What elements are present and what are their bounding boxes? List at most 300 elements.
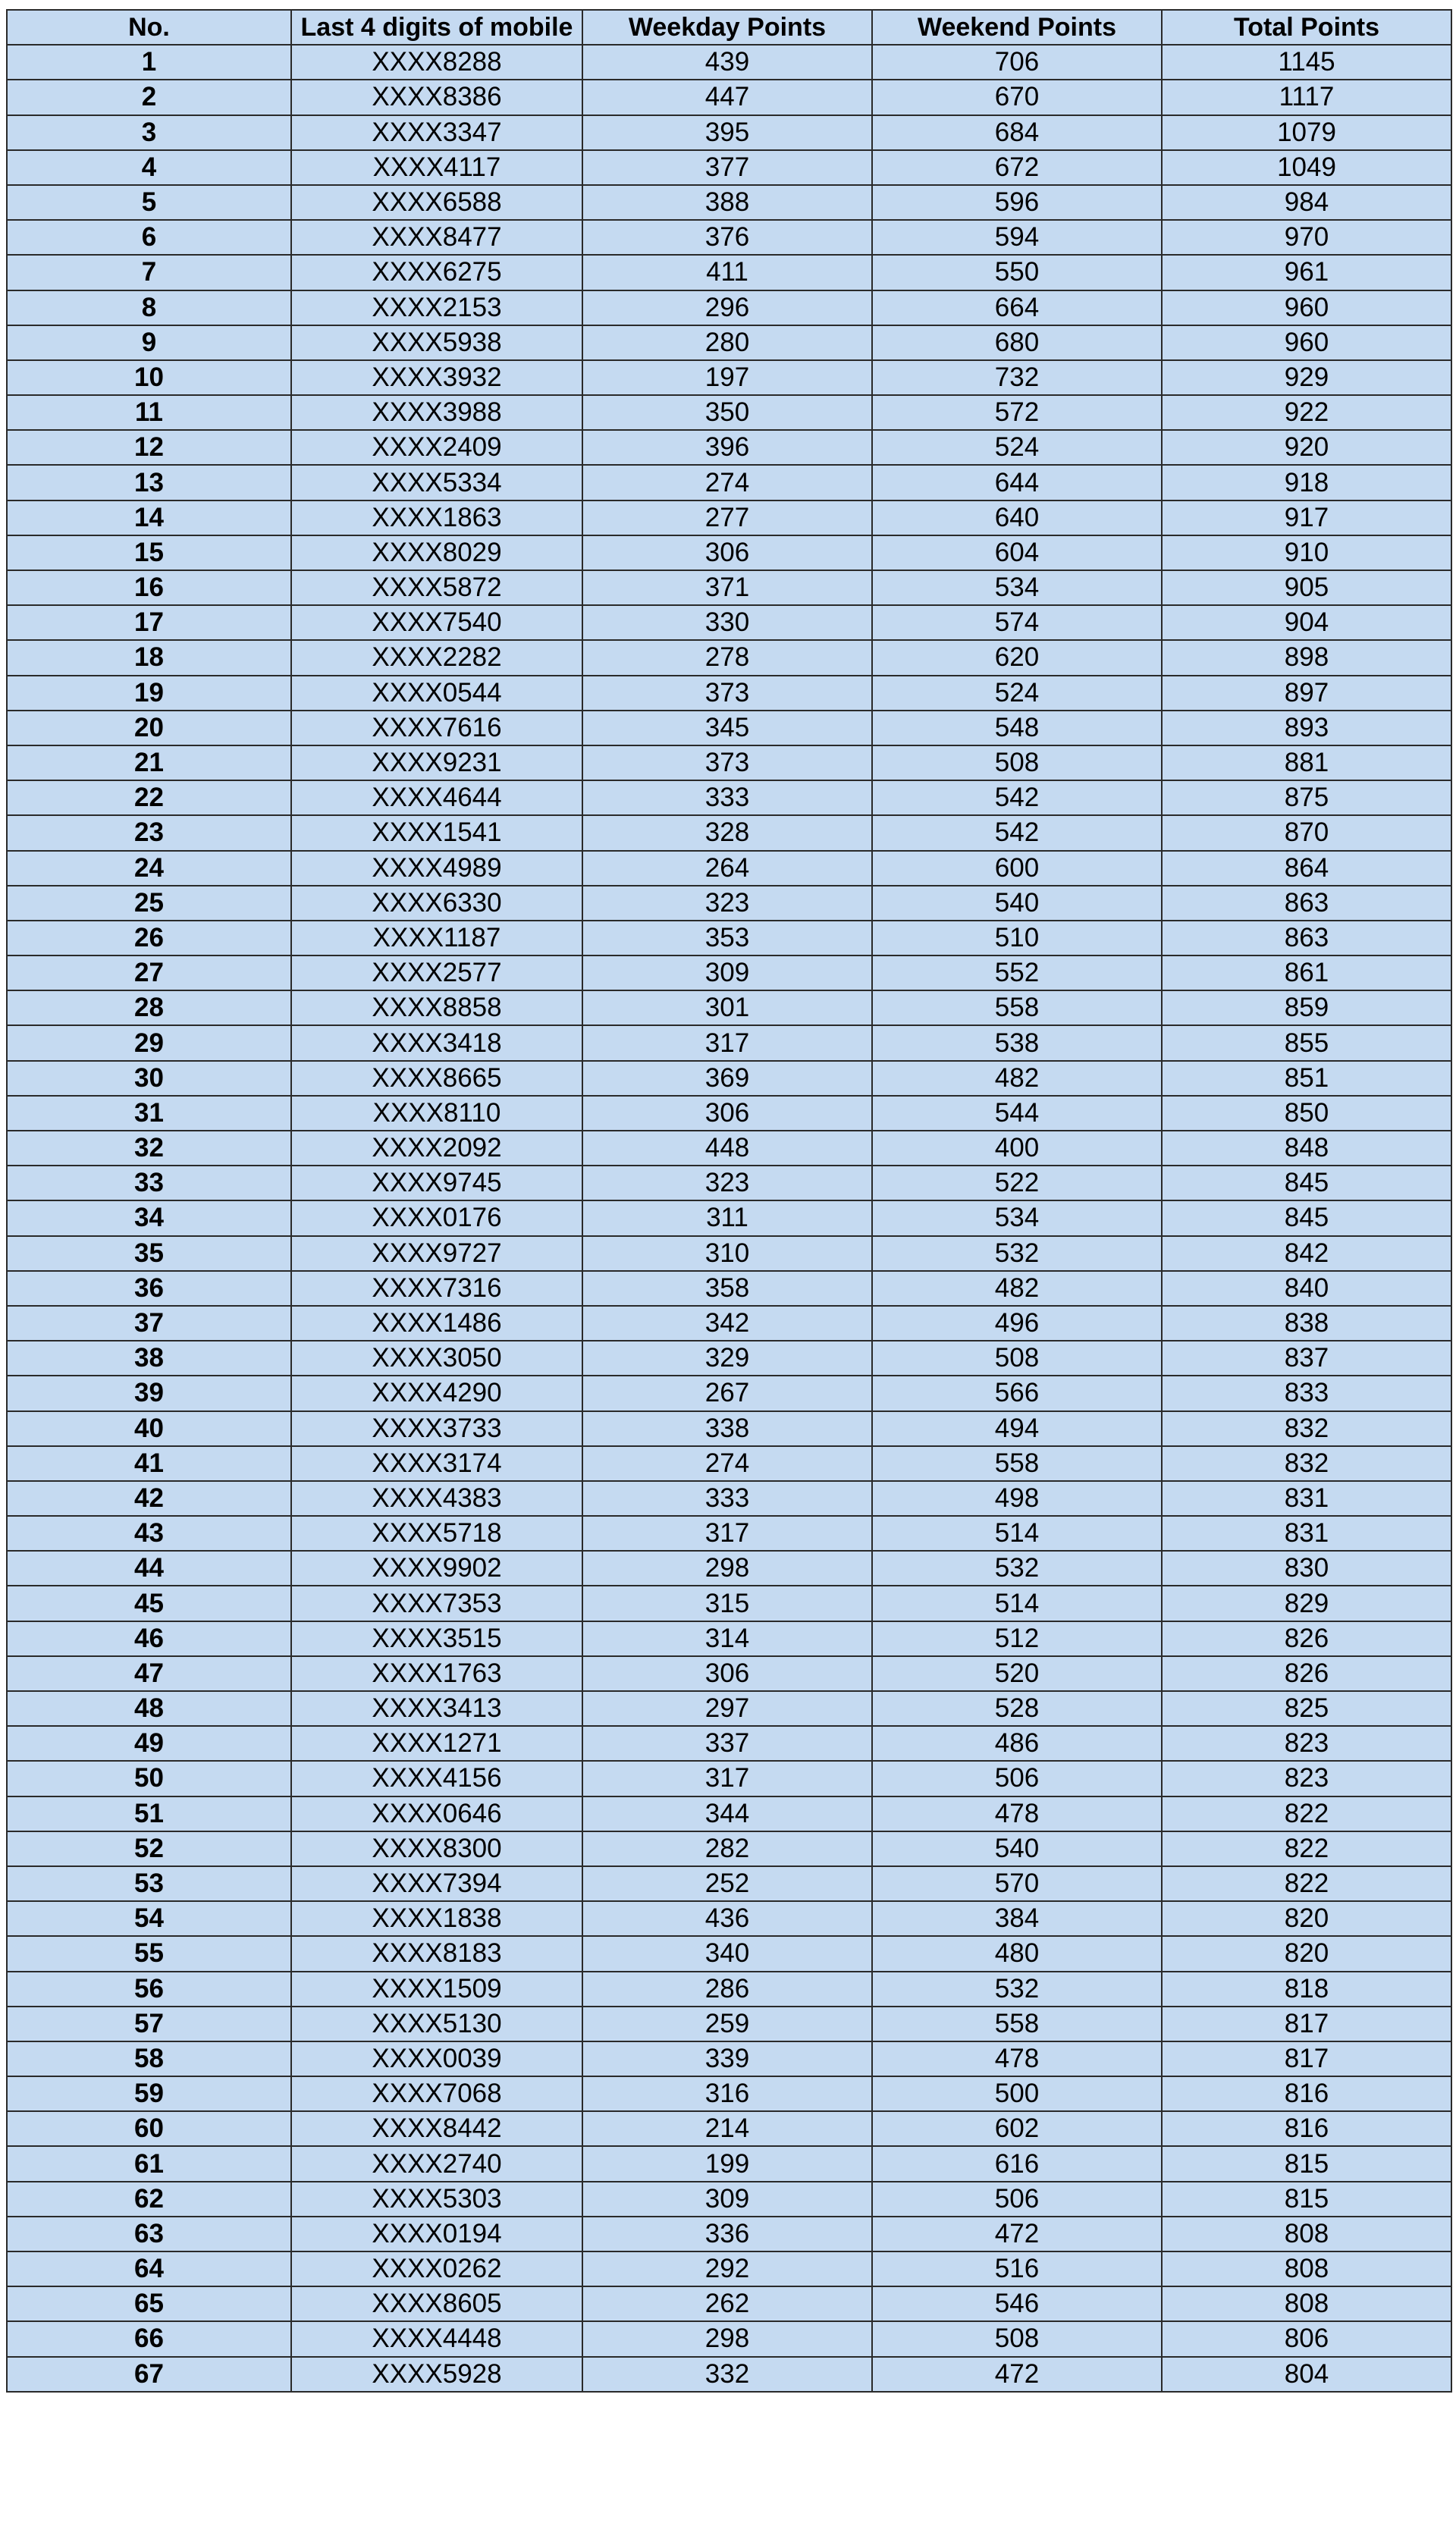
total-points-cell: 815 [1162,2182,1451,2217]
weekend-points-cell: 542 [872,815,1162,850]
table-row [7,745,1451,780]
mobile-digits-cell: XXXX4156 [291,1761,582,1796]
table-row [7,1306,1451,1341]
weekend-points-cell: 482 [872,1061,1162,1096]
weekend-points-cell: 532 [872,1972,1162,2007]
table-row [7,1096,1451,1131]
row-number-cell: 1 [7,45,291,80]
mobile-digits-cell: XXXX9231 [291,745,582,780]
table-row [7,2286,1451,2321]
weekday-points-cell: 311 [582,1200,872,1235]
row-number-cell: 21 [7,745,291,780]
table-row [7,1411,1451,1446]
weekday-points-cell: 306 [582,1656,872,1691]
total-points-cell: 822 [1162,1831,1451,1866]
table-row [7,465,1451,500]
total-points-cell: 808 [1162,2217,1451,2251]
total-points-cell: 823 [1162,1726,1451,1761]
mobile-digits-cell: XXXX2409 [291,430,582,465]
weekend-points-cell: 514 [872,1516,1162,1551]
table-row [7,115,1451,150]
row-number-cell: 65 [7,2286,291,2321]
row-number-cell: 25 [7,886,291,921]
row-number-cell: 24 [7,851,291,886]
weekday-points-cell: 306 [582,1096,872,1131]
table-row [7,1796,1451,1831]
table-row [7,2182,1451,2217]
table-row [7,1376,1451,1410]
total-points-cell: 905 [1162,570,1451,605]
mobile-digits-cell: XXXX5872 [291,570,582,605]
mobile-digits-cell: XXXX4989 [291,851,582,886]
weekday-points-cell: 332 [582,2357,872,2392]
table-row [7,2321,1451,2356]
table-row [7,2007,1451,2041]
weekend-points-cell: 520 [872,1656,1162,1691]
total-points-cell: 817 [1162,2041,1451,2076]
row-number-cell: 46 [7,1621,291,1656]
table-row [7,815,1451,850]
weekend-points-cell: 550 [872,255,1162,290]
table-row [7,1586,1451,1621]
mobile-digits-cell: XXXX8858 [291,990,582,1025]
total-points-cell: 833 [1162,1376,1451,1410]
weekday-points-cell: 309 [582,2182,872,2217]
total-points-cell: 1079 [1162,115,1451,150]
table-row [7,921,1451,955]
weekend-points-cell: 534 [872,1200,1162,1235]
mobile-digits-cell: XXXX2092 [291,1131,582,1166]
weekend-points-cell: 620 [872,640,1162,675]
weekend-points-cell: 544 [872,1096,1162,1131]
total-points-cell: 920 [1162,430,1451,465]
table-row [7,185,1451,220]
mobile-digits-cell: XXXX1541 [291,815,582,850]
weekday-points-cell: 373 [582,676,872,711]
total-points-cell: 863 [1162,886,1451,921]
mobile-digits-cell: XXXX8183 [291,1936,582,1971]
mobile-digits-cell: XXXX0262 [291,2251,582,2286]
weekday-points-cell: 314 [582,1621,872,1656]
mobile-digits-cell: XXXX5334 [291,465,582,500]
row-number-cell: 67 [7,2357,291,2392]
table-row [7,1341,1451,1376]
weekend-points-cell: 616 [872,2146,1162,2181]
table-row [7,2251,1451,2286]
mobile-digits-cell: XXXX0039 [291,2041,582,2076]
weekend-points-cell: 514 [872,1586,1162,1621]
total-points-cell: 817 [1162,2007,1451,2041]
weekend-points-cell: 508 [872,2321,1162,2356]
weekday-points-cell: 317 [582,1761,872,1796]
table-row [7,851,1451,886]
table-row [7,1271,1451,1306]
row-number-cell: 4 [7,150,291,185]
row-number-cell: 23 [7,815,291,850]
total-points-cell: 929 [1162,360,1451,395]
weekday-points-cell: 436 [582,1901,872,1936]
table-row [7,1061,1451,1096]
table-row [7,1831,1451,1866]
mobile-digits-cell: XXXX9902 [291,1551,582,1586]
table-row [7,1726,1451,1761]
row-number-cell: 58 [7,2041,291,2076]
mobile-digits-cell: XXXX8288 [291,45,582,80]
total-points-cell: 960 [1162,290,1451,325]
weekend-points-cell: 532 [872,1551,1162,1586]
weekend-points-cell: 478 [872,2041,1162,2076]
weekend-points-cell: 472 [872,2217,1162,2251]
total-points-cell: 816 [1162,2111,1451,2146]
weekday-points-cell: 369 [582,1061,872,1096]
row-number-cell: 59 [7,2076,291,2111]
mobile-digits-cell: XXXX8300 [291,1831,582,1866]
mobile-digits-cell: XXXX2153 [291,290,582,325]
mobile-digits-cell: XXXX3932 [291,360,582,395]
mobile-digits-cell: XXXX3347 [291,115,582,150]
row-number-cell: 29 [7,1025,291,1060]
total-points-cell: 850 [1162,1096,1451,1131]
mobile-digits-cell: XXXX2577 [291,955,582,990]
weekday-points-cell: 371 [582,570,872,605]
total-points-cell: 970 [1162,220,1451,255]
table-row [7,1516,1451,1551]
total-points-cell: 822 [1162,1866,1451,1901]
row-number-cell: 40 [7,1411,291,1446]
row-number-cell: 7 [7,255,291,290]
total-points-cell: 881 [1162,745,1451,780]
row-number-cell: 31 [7,1096,291,1131]
total-points-cell: 870 [1162,815,1451,850]
row-number-cell: 55 [7,1936,291,1971]
total-points-cell: 848 [1162,1131,1451,1166]
mobile-digits-cell: XXXX3988 [291,395,582,430]
weekday-points-cell: 323 [582,886,872,921]
table-row [7,2111,1451,2146]
points-table [6,9,1452,2393]
mobile-digits-cell: XXXX3174 [291,1446,582,1481]
total-points-cell: 917 [1162,500,1451,535]
total-points-cell: 961 [1162,255,1451,290]
total-points-cell: 922 [1162,395,1451,430]
total-points-cell: 904 [1162,605,1451,640]
weekend-points-cell: 540 [872,1831,1162,1866]
mobile-digits-cell: XXXX5130 [291,2007,582,2041]
table-row [7,2146,1451,2181]
mobile-digits-cell: XXXX1187 [291,921,582,955]
mobile-digits-cell: XXXX4290 [291,1376,582,1410]
mobile-digits-cell: XXXX9745 [291,1166,582,1200]
weekend-points-cell: 478 [872,1796,1162,1831]
mobile-digits-cell: XXXX7353 [291,1586,582,1621]
table-row [7,1621,1451,1656]
header-number: No. [7,10,291,45]
weekend-points-cell: 510 [872,921,1162,955]
total-points-cell: 826 [1162,1656,1451,1691]
weekend-points-cell: 496 [872,1306,1162,1341]
weekday-points-cell: 339 [582,2041,872,2076]
row-number-cell: 22 [7,780,291,815]
weekday-points-cell: 439 [582,45,872,80]
total-points-cell: 918 [1162,465,1451,500]
row-number-cell: 62 [7,2182,291,2217]
mobile-digits-cell: XXXX5938 [291,325,582,360]
weekday-points-cell: 336 [582,2217,872,2251]
row-number-cell: 5 [7,185,291,220]
total-points-cell: 806 [1162,2321,1451,2356]
mobile-digits-cell: XXXX5303 [291,2182,582,2217]
table-row [7,886,1451,921]
weekday-points-cell: 447 [582,80,872,115]
total-points-cell: 838 [1162,1306,1451,1341]
table-row [7,150,1451,185]
weekend-points-cell: 506 [872,1761,1162,1796]
table-row [7,80,1451,115]
weekday-points-cell: 338 [582,1411,872,1446]
table-row [7,1691,1451,1726]
row-number-cell: 42 [7,1481,291,1516]
total-points-cell: 815 [1162,2146,1451,2181]
weekend-points-cell: 558 [872,990,1162,1025]
table-row [7,1481,1451,1516]
weekday-points-cell: 340 [582,1936,872,1971]
table-row [7,1972,1451,2007]
row-number-cell: 6 [7,220,291,255]
row-number-cell: 50 [7,1761,291,1796]
mobile-digits-cell: XXXX8442 [291,2111,582,2146]
mobile-digits-cell: XXXX1509 [291,1972,582,2007]
weekend-points-cell: 384 [872,1901,1162,1936]
mobile-digits-cell: XXXX3050 [291,1341,582,1376]
weekday-points-cell: 199 [582,2146,872,2181]
weekday-points-cell: 298 [582,2321,872,2356]
row-number-cell: 27 [7,955,291,990]
total-points-cell: 840 [1162,1271,1451,1306]
mobile-digits-cell: XXXX7316 [291,1271,582,1306]
weekday-points-cell: 373 [582,745,872,780]
weekend-points-cell: 480 [872,1936,1162,1971]
weekday-points-cell: 197 [582,360,872,395]
table-row [7,955,1451,990]
mobile-digits-cell: XXXX8477 [291,220,582,255]
weekend-points-cell: 558 [872,1446,1162,1481]
row-number-cell: 3 [7,115,291,150]
total-points-cell: 826 [1162,1621,1451,1656]
weekday-points-cell: 316 [582,2076,872,2111]
total-points-cell: 832 [1162,1446,1451,1481]
row-number-cell: 63 [7,2217,291,2251]
row-number-cell: 51 [7,1796,291,1831]
weekday-points-cell: 252 [582,1866,872,1901]
mobile-digits-cell: XXXX3515 [291,1621,582,1656]
table-row [7,1131,1451,1166]
weekend-points-cell: 528 [872,1691,1162,1726]
mobile-digits-cell: XXXX7394 [291,1866,582,1901]
weekday-points-cell: 377 [582,150,872,185]
weekend-points-cell: 542 [872,780,1162,815]
header-weekday-points: Weekday Points [582,10,872,45]
weekday-points-cell: 214 [582,2111,872,2146]
mobile-digits-cell: XXXX0544 [291,676,582,711]
mobile-digits-cell: XXXX7540 [291,605,582,640]
mobile-digits-cell: XXXX2282 [291,640,582,675]
weekday-points-cell: 292 [582,2251,872,2286]
total-points-cell: 818 [1162,1972,1451,2007]
table-row [7,2217,1451,2251]
total-points-cell: 820 [1162,1901,1451,1936]
total-points-cell: 823 [1162,1761,1451,1796]
mobile-digits-cell: XXXX8110 [291,1096,582,1131]
row-number-cell: 34 [7,1200,291,1235]
table-row [7,1901,1451,1936]
row-number-cell: 19 [7,676,291,711]
mobile-digits-cell: XXXX4117 [291,150,582,185]
table-row [7,45,1451,80]
weekday-points-cell: 328 [582,815,872,850]
weekend-points-cell: 680 [872,325,1162,360]
weekday-points-cell: 395 [582,115,872,150]
weekday-points-cell: 274 [582,465,872,500]
weekday-points-cell: 350 [582,395,872,430]
table-row [7,290,1451,325]
mobile-digits-cell: XXXX8386 [291,80,582,115]
weekday-points-cell: 329 [582,1341,872,1376]
table-row [7,220,1451,255]
weekday-points-cell: 323 [582,1166,872,1200]
mobile-digits-cell: XXXX1486 [291,1306,582,1341]
total-points-cell: 855 [1162,1025,1451,1060]
weekday-points-cell: 274 [582,1446,872,1481]
total-points-cell: 984 [1162,185,1451,220]
weekend-points-cell: 566 [872,1376,1162,1410]
total-points-cell: 863 [1162,921,1451,955]
mobile-digits-cell: XXXX5718 [291,1516,582,1551]
weekday-points-cell: 317 [582,1025,872,1060]
weekend-points-cell: 672 [872,150,1162,185]
row-number-cell: 30 [7,1061,291,1096]
weekend-points-cell: 532 [872,1236,1162,1271]
row-number-cell: 53 [7,1866,291,1901]
mobile-digits-cell: XXXX9727 [291,1236,582,1271]
row-number-cell: 35 [7,1236,291,1271]
weekday-points-cell: 282 [582,1831,872,1866]
weekend-points-cell: 506 [872,2182,1162,2217]
mobile-digits-cell: XXXX6330 [291,886,582,921]
mobile-digits-cell: XXXX1863 [291,500,582,535]
weekend-points-cell: 570 [872,1866,1162,1901]
weekday-points-cell: 353 [582,921,872,955]
mobile-digits-cell: XXXX4383 [291,1481,582,1516]
table-row [7,2357,1451,2392]
table-row [7,255,1451,290]
weekend-points-cell: 522 [872,1166,1162,1200]
mobile-digits-cell: XXXX3413 [291,1691,582,1726]
weekday-points-cell: 296 [582,290,872,325]
row-number-cell: 57 [7,2007,291,2041]
weekend-points-cell: 546 [872,2286,1162,2321]
weekend-points-cell: 732 [872,360,1162,395]
weekday-points-cell: 262 [582,2286,872,2321]
total-points-cell: 845 [1162,1200,1451,1235]
weekday-points-cell: 448 [582,1131,872,1166]
weekend-points-cell: 472 [872,2357,1162,2392]
weekday-points-cell: 259 [582,2007,872,2041]
weekend-points-cell: 516 [872,2251,1162,2286]
mobile-digits-cell: XXXX8665 [291,1061,582,1096]
weekend-points-cell: 684 [872,115,1162,150]
mobile-digits-cell: XXXX3418 [291,1025,582,1060]
header-weekend-points: Weekend Points [872,10,1162,45]
table-row [7,780,1451,815]
row-number-cell: 37 [7,1306,291,1341]
weekday-points-cell: 330 [582,605,872,640]
weekend-points-cell: 664 [872,290,1162,325]
table-row [7,1166,1451,1200]
total-points-cell: 808 [1162,2286,1451,2321]
total-points-cell: 845 [1162,1166,1451,1200]
total-points-cell: 861 [1162,955,1451,990]
row-number-cell: 18 [7,640,291,675]
row-number-cell: 26 [7,921,291,955]
row-number-cell: 48 [7,1691,291,1726]
total-points-cell: 825 [1162,1691,1451,1726]
header-mobile-digits: Last 4 digits of mobile [291,10,582,45]
mobile-digits-cell: XXXX0176 [291,1200,582,1235]
total-points-cell: 1049 [1162,150,1451,185]
weekday-points-cell: 280 [582,325,872,360]
total-points-cell: 875 [1162,780,1451,815]
table-row [7,1936,1451,1971]
table-row [7,500,1451,535]
total-points-cell: 829 [1162,1586,1451,1621]
weekday-points-cell: 333 [582,1481,872,1516]
row-number-cell: 47 [7,1656,291,1691]
table-row [7,1446,1451,1481]
weekday-points-cell: 358 [582,1271,872,1306]
total-points-cell: 960 [1162,325,1451,360]
row-number-cell: 64 [7,2251,291,2286]
row-number-cell: 2 [7,80,291,115]
weekday-points-cell: 337 [582,1726,872,1761]
table-row [7,711,1451,745]
row-number-cell: 12 [7,430,291,465]
total-points-cell: 851 [1162,1061,1451,1096]
row-number-cell: 14 [7,500,291,535]
table-header-row [7,10,1451,45]
weekend-points-cell: 558 [872,2007,1162,2041]
weekend-points-cell: 574 [872,605,1162,640]
weekend-points-cell: 602 [872,2111,1162,2146]
row-number-cell: 61 [7,2146,291,2181]
table-row [7,1551,1451,1586]
weekday-points-cell: 388 [582,185,872,220]
mobile-digits-cell: XXXX1271 [291,1726,582,1761]
weekend-points-cell: 494 [872,1411,1162,1446]
row-number-cell: 13 [7,465,291,500]
row-number-cell: 60 [7,2111,291,2146]
row-number-cell: 52 [7,1831,291,1866]
weekend-points-cell: 600 [872,851,1162,886]
row-number-cell: 38 [7,1341,291,1376]
total-points-cell: 1117 [1162,80,1451,115]
total-points-cell: 820 [1162,1936,1451,1971]
mobile-digits-cell: XXXX4448 [291,2321,582,2356]
table-row [7,990,1451,1025]
total-points-cell: 1145 [1162,45,1451,80]
total-points-cell: 893 [1162,711,1451,745]
total-points-cell: 832 [1162,1411,1451,1446]
total-points-cell: 842 [1162,1236,1451,1271]
